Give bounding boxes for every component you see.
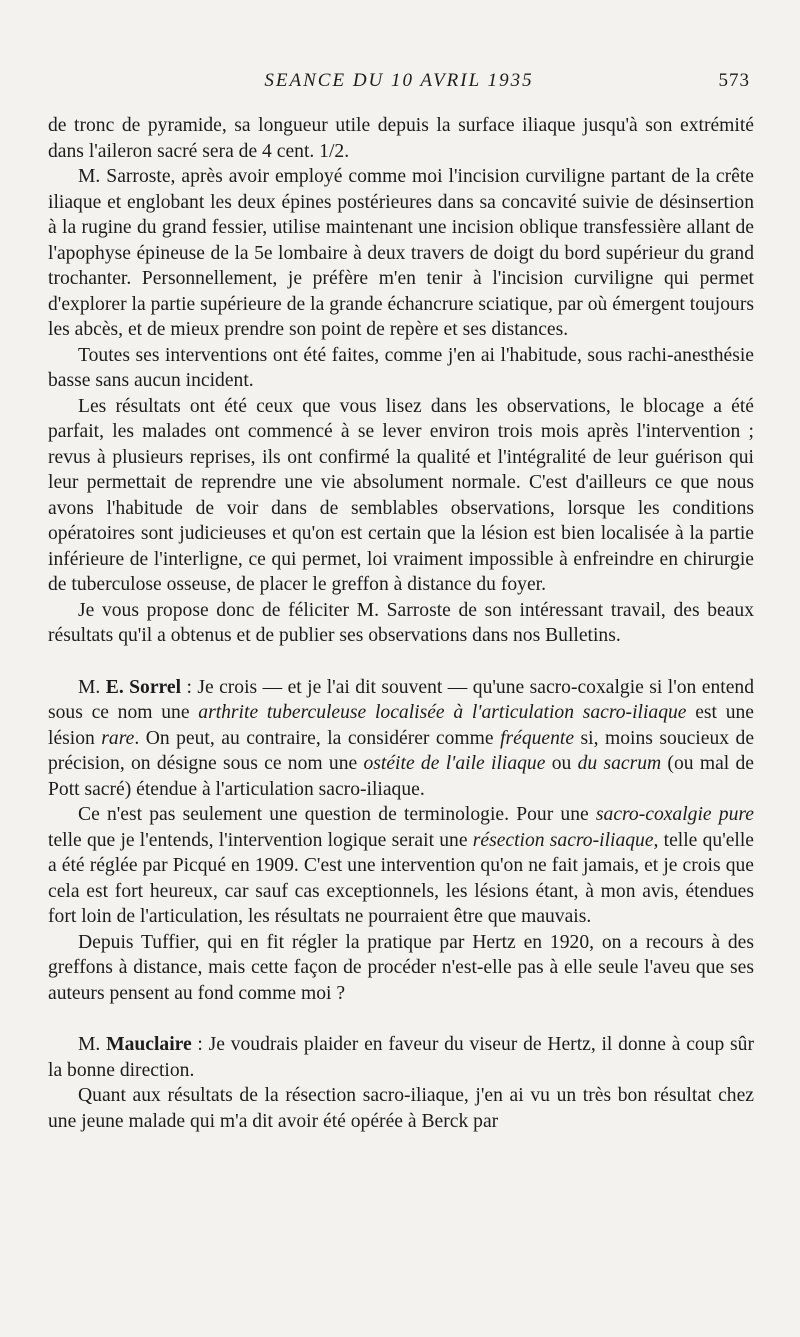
text-run: : Je voudrais plaider en faveur du viseur de Hertz, il donne à coup sûr la bonne direction. [48, 1034, 754, 1081]
text-run: . On peut, au contraire, la considérer comme [134, 727, 501, 749]
emphasis-text: fréquente [500, 727, 575, 749]
text-run: Les résultats ont été ceux que vous lisez dans les observations, le blocage a été parfait, les malades ont commencé à se lever environ trois mois après l'intervention ; revus à plusieurs reprises, ils ont confirmé la qualité et l'intégralité de leur guérison qui leur permettait de reprendre une vie absolument normale. C'est d'ailleurs ce que nous avons l'habitude de voir dans de semblables observations, lorsque les conditions opératoires sont judicieuses et qu'on est certain que la lésion est bien localisée à la partie inférieure de l'interligne, ce qui permet, loi vraiment impossible à enfreindre en chirurgie de tuberculose osseuse, de placer le greffon à distance du foyer. [48, 395, 754, 595]
text-run: si, moins soucieux de précision, on désigne sous ce nom une [48, 727, 755, 774]
paragraph [48, 343, 754, 394]
speaker-name: E. Sorrel [105, 676, 182, 698]
text-run: M. [78, 676, 106, 698]
text-run: Depuis Tuffier, qui en fit régler la pratique par Hertz en 1920, on a recours à des greffons à distance, mais cette façon de procéder n'est-elle pas à elle seule l'aveu que ses auteurs pensent au fond comme moi ? [48, 931, 754, 1004]
text-run: ou [545, 753, 578, 774]
page-number: 573 [718, 70, 750, 91]
paragraph [48, 675, 754, 803]
text-run: M. [78, 1034, 107, 1055]
speaker-name: Mauclaire [106, 1034, 192, 1055]
text-run: de tronc de pyramide, sa longueur utile depuis la surface iliaque jusqu'à son extrémité dans l'aileron sacré sera de 4 cent. 1/2. [48, 115, 754, 162]
body-text [48, 113, 754, 1134]
text-run: : Je crois — et je l'ai dit souvent — qu'une sacro-coxalgie si l'on entend sous ce nom une [48, 676, 754, 723]
paragraph [48, 164, 754, 343]
emphasis-text: rare [101, 727, 135, 749]
emphasis-text: sacro-coxalgie pure [595, 804, 754, 825]
page-header [48, 70, 750, 100]
text-run: (ou mal de Pott sacré) étendue à l'articulation sacro-iliaque. [48, 753, 754, 800]
text-run: Toutes ses interventions ont été faites, comme j'en ai l'habitude, sous rachi-anesthésie basse sans aucun incident. [48, 344, 754, 391]
paragraph [48, 394, 754, 598]
paragraph [48, 598, 754, 649]
paragraph [48, 1032, 754, 1083]
text-run: Quant aux résultats de la résection sacro-iliaque, j'en ai vu un très bon résultat chez une jeune malade qui m'a dit avoir été opérée à Berck par [48, 1085, 754, 1132]
emphasis-text: du sacrum [577, 753, 662, 774]
paragraph [48, 113, 754, 164]
text-run: est une lésion [48, 702, 755, 749]
text-run: Je vous propose donc de féliciter M. Sarroste de son intéressant travail, des beaux résultats qu'il a obtenus et de publier ses observations dans nos Bulletins. [48, 599, 754, 646]
emphasis-text: ostéite de l'aile iliaque [363, 753, 546, 774]
text-run: M. Sarroste, après avoir employé comme moi l'incision curviligne partant de la crête iliaque et englobant les deux épines postérieures dans sa concavité suivie de désinsertion à la rugine du grand fessier, utilise maintenant une incision oblique transfessière allant de l'apophyse épineuse de la 5e lombaire à deux travers de doigt du bord supérieur du grand trochanter. Personnellement, je préfère m'en tenir à l'incision curviligne qui permet d'explorer la partie supérieure de la grande échancrure sciatique, par où émergent toujours les abcès, et de mieux prendre son point de repère et ses distances. [48, 166, 754, 340]
running-title: SEANCE DU 10 AVRIL 1935 [264, 70, 534, 91]
emphasis-text: arthrite tuberculeuse localisée à l'articulation sacro-iliaque [198, 702, 687, 723]
text-run: , telle qu'elle a été réglée par Picqué en 1909. C'est une intervention qu'on ne fait jamais, et je crois que cela est fort heureux, car sauf cas exceptionnels, les lésions étant, à mon avis, étendues fort loin de l'articulation, les résultats ne pourraient être que mauvais. [48, 829, 755, 927]
paragraph [48, 1083, 754, 1134]
text-run: Ce n'est pas seulement une question de terminologie. Pour une [78, 804, 596, 825]
paragraph [48, 802, 754, 930]
paragraph [48, 930, 754, 1007]
text-run: telle que je l'entends, l'intervention logique serait une [48, 829, 473, 851]
emphasis-text: résection sacro-iliaque [472, 829, 654, 851]
